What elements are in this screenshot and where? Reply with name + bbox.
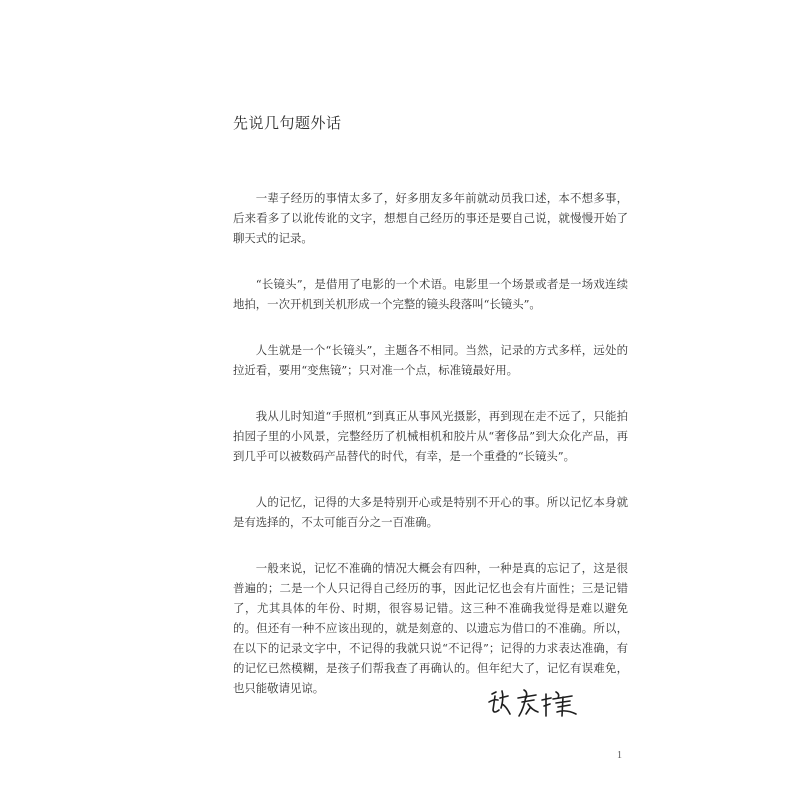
paragraph-5: 人的记忆，记得的大多是特别开心或是特别不开心的事。所以记忆本身就是有选择的，不太可能百分之一百准确。 — [233, 495, 628, 529]
preface-body — [233, 188, 628, 724]
paragraph-1: 一辈子经历的事情太多了，好多朋友多年前就动员我口述，本不想多事，后来看多了以讹传讹的文字，想想自己经历的事还是要自己说，就慢慢开始了聊天式的记录。 — [233, 191, 628, 245]
handwritten-signature — [486, 684, 590, 724]
paragraph-2: “长镜头”，是借用了电影的一个术语。电影里一个场景或者是一场戏连续地拍，一次开机到关机形成一个完整的镜头段落叫“长镜头”。 — [233, 277, 628, 311]
paragraph-3: 人生就是一个“长镜头”，主题各不相同。当然，记录的方式多样，远处的拉近看，要用“变焦镜”；只对准一个点，标准镜最好用。 — [233, 343, 628, 377]
paragraph-4: 我从儿时知道“手照机”到真正从事风光摄影，再到现在走不远了，只能拍拍园子里的小风景，完整经历了机械相机和胶片从“奢侈品”到大众化产品，再到几乎可以被数码产品替代的时代，有幸，是一个重叠的“长镜头”。 — [233, 409, 628, 463]
paragraph-6: 一般来说，记忆不准确的情况大概会有四种，一种是真的忘记了，这是很普遍的；二是一个人只记得自己经历的事，因此记忆也会有片面性；三是记错了，尤其具体的年份、时期，很容易记错。这三种不准确我觉得是难以避免的。但还有一种不应该出现的，就是刻意的、以遗忘为借口的不准确。所以，在以下的记录文字中，不记得的我就只说“不记得”；记得的力求表达准确，有的记忆已然模糊，是孩子们帮我查了再确认的。但年纪大了，记忆有误难免，也只能敬请见谅。 — [233, 561, 628, 695]
page-title: 先说几句题外话 — [233, 114, 342, 132]
page-number: 1 — [617, 750, 622, 761]
